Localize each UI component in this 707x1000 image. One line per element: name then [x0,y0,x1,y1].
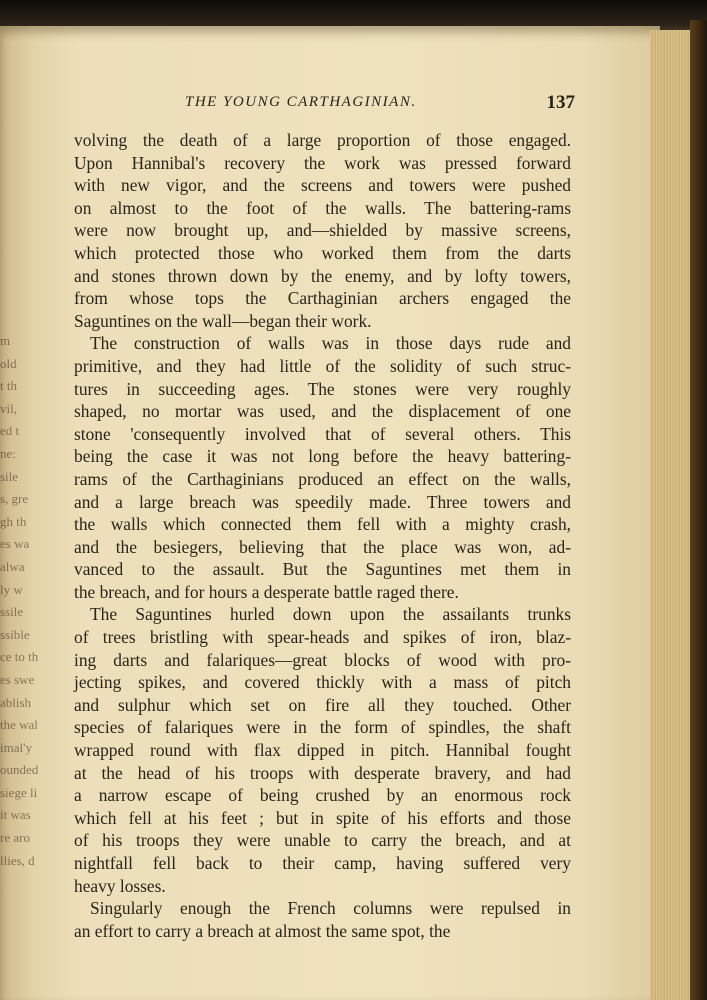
running-title: THE YOUNG CARTHAGINIAN. [185,94,417,110]
text-line: rams of the Carthaginians produced an effect on the walls, [74,468,571,489]
text-line: and stones thrown down by the enemy, and by lofty towers, [74,265,571,286]
bleed-fragment: ssile [0,604,24,620]
page-number: 137 [546,92,575,113]
bleed-fragment: t th [0,378,17,394]
text-line: Singularly enough the French columns were repulsed in [90,898,571,919]
text-line: shaped, no mortar was used, and the displacement of one [74,401,571,422]
bleed-fragment: vil, [0,400,17,416]
bleed-fragment: ssible [0,626,30,642]
text-line: on almost to the foot of the walls. The battering-rams [74,197,571,218]
bleed-fragment: imal'y [0,739,32,755]
bleed-fragment: ounded [0,762,39,778]
bleed-fragment: old [0,355,17,371]
book-cover-edge [690,20,707,1000]
bleed-fragment: s, gre [0,491,29,507]
text-line: the breach, and for hours a desperate battle raged there. [74,581,459,602]
text-line: with new vigor, and the screens and towers were pushed [74,175,571,196]
bleed-fragment: ablish [0,694,32,710]
bleed-fragment: it was [0,807,31,823]
bleed-fragment: ed t [0,423,20,439]
bleed-fragment: ne: [0,445,16,461]
text-line: of trees bristling with spear-heads and spikes of iron, blaz- [74,627,571,648]
facing-page-bleed [0,330,39,980]
text-line: heavy losses. [74,875,166,896]
text-line: primitive, and they had little of the solidity of such struc- [74,355,571,376]
text-line: were now brought up, and—shielded by massive screens, [74,220,571,241]
text-line: wrapped round with flax dipped in pitch. Hannibal fought [74,740,571,761]
bleed-fragment: re aro [0,830,30,846]
bleed-fragment: es swe [0,671,35,687]
text-line: an effort to carry a breach at almost the same spot, the [74,920,451,941]
text-line: vanced to the assault. But the Saguntines met them in [74,559,571,580]
bleed-fragment: siege li [0,784,38,800]
bleed-fragment: alwa [0,558,25,574]
body-text [74,129,571,942]
page-header [185,94,575,118]
text-line: stone 'consequently involved that of several others. This [74,423,571,444]
bleed-fragment: the wal [0,717,38,733]
text-line: volving the death of a large proportion of those engaged. [74,130,571,150]
text-line: of his troops they were unable to carry the breach, and at [74,830,571,851]
text-line: tures in succeeding ages. The stones were very roughly [74,378,571,399]
text-line: from whose tops the Carthaginian archers engaged the [74,288,571,309]
text-line: being the case it was not long before the heavy battering- [74,446,571,467]
text-line: Upon Hannibal's recovery the work was pressed forward [74,152,571,173]
text-line: jecting spikes, and covered thickly with a mass of pitch [74,672,571,693]
bleed-fragment: gh th [0,513,27,529]
text-line: and sulphur which set on fire all they touched. Other [74,694,571,715]
bleed-fragment: llies, d [0,852,35,868]
bleed-fragment: ly w [0,581,23,597]
text-line: at the head of his troops with desperate bravery, and had [74,762,571,783]
bleed-fragment: es wa [0,536,30,552]
page-edges [650,30,690,1000]
text-line: which protected those who worked them from the darts [74,242,571,263]
text-line: and a large breach was speedily made. Three towers and [74,491,571,512]
bleed-fragment: m [0,333,11,348]
text-line: species of falariques were in the form of spindles, the shaft [74,717,571,738]
text-line: ing darts and falariques—great blocks of wood with pro- [74,649,571,670]
text-line: Saguntines on the wall—began their work. [74,310,372,331]
text-line: a narrow escape of being crushed by an enormous rock [74,785,571,806]
text-line: The Saguntines hurled down upon the assailants trunks [90,604,571,625]
text-line: the walls which connected them fell with a mighty crash, [74,514,571,535]
text-line: and the besiegers, believing that the place was won, ad- [74,536,571,557]
text-line: The construction of walls was in those days rude and [90,333,571,354]
bleed-fragment: ce to th [0,649,39,665]
text-line: which fell at his feet ; but in spite of his efforts and those [74,807,571,828]
bleed-fragment: sile [0,468,19,484]
text-line: nightfall fell back to their camp, having suffered very [74,853,571,873]
